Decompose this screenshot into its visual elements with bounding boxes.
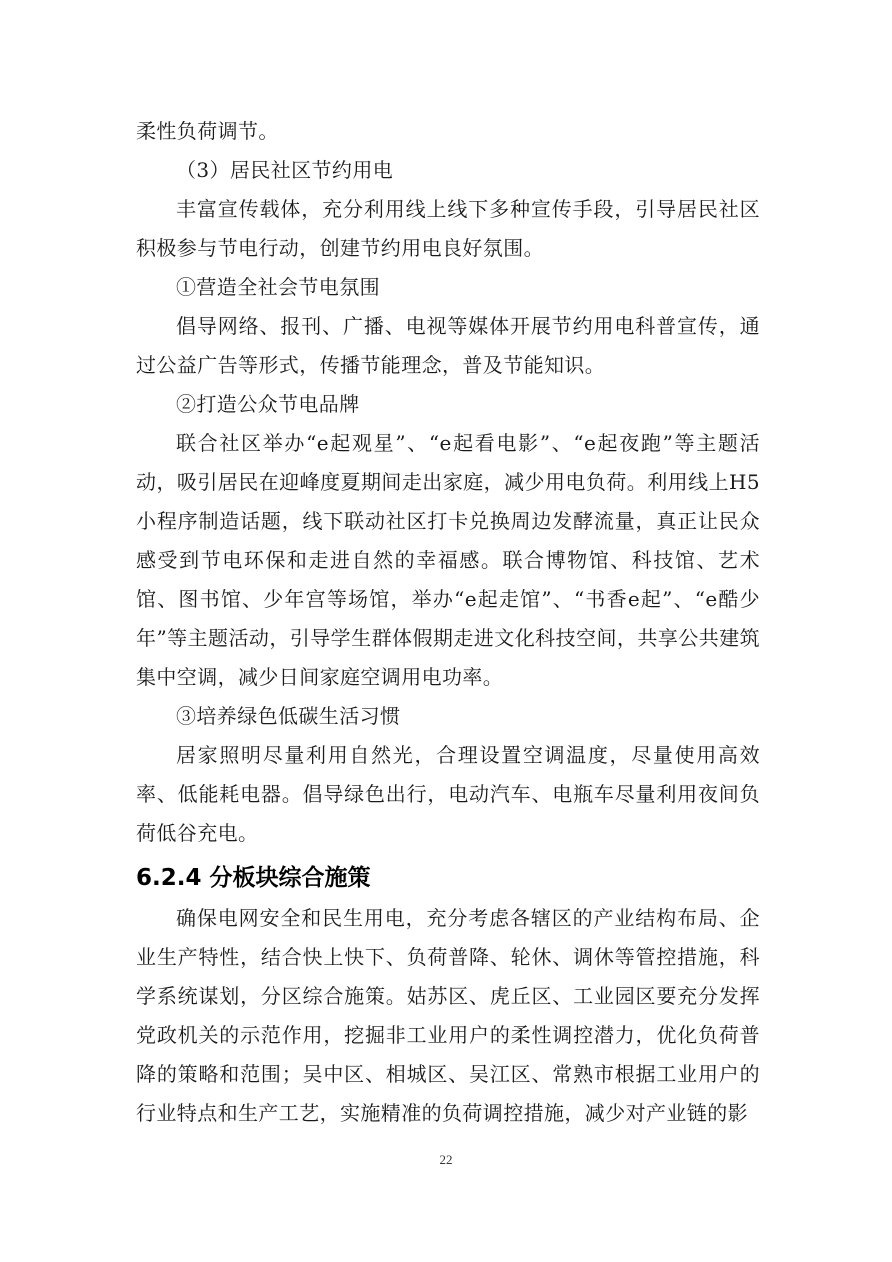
item-title-green-habits: ③培养绿色低碳生活习惯 xyxy=(176,704,401,728)
paragraph-continuation: 柔性负荷调节。 xyxy=(136,119,279,143)
subsection-title-residential: （3）居民社区节约用电 xyxy=(176,158,394,182)
item-title-brand: ②打造公众节电品牌 xyxy=(176,392,360,416)
page-number: 22 xyxy=(439,1152,453,1167)
paragraph-green-living: 居家照明尽量利用自然光，合理设置空调温度，尽量使用高效率、低能耗电器。倡导绿色出行，电动汽车、电瓶车尽量利用夜间负荷低谷充电。 xyxy=(136,743,760,845)
page-content xyxy=(136,112,760,1133)
paragraph-media: 倡导网络、报刊、广播、电视等媒体开展节约用电科普宣传，通过公益广告等形式，传播节能理念，普及节能知识。 xyxy=(136,314,760,377)
paragraph-publicity: 丰富宣传载体，充分利用线上线下多种宣传手段，引导居民社区积极参与节电行动，创建节约用电良好氛围。 xyxy=(136,197,760,260)
section-heading: 6.2.4 分板块综合施策 xyxy=(136,865,371,891)
paragraph-activities: 联合社区举办“e起观星”、“e起看电影”、“e起夜跑”等主题活动，吸引居民在迎峰度夏期间走出家庭，减少用电负荷。利用线上H5小程序制造话题，线下联动社区打卡兑换周边发酵流量，真正让民众感受到节电环保和走进自然的幸福感。联合博物馆、科技馆、艺术馆、图书馆、少年宫等场馆，举办“e起走馆”、“书香e起”、“e酷少年”等主题活动，引导学生群体假期走进文化科技空间，共享公共建筑集中空调，减少日间家庭空调用电功率。 xyxy=(136,431,760,689)
item-title-atmosphere: ①营造全社会节电氛围 xyxy=(176,275,380,299)
paragraph-section-body: 确保电网安全和民生用电，充分考虑各辖区的产业结构布局、企业生产特性，结合快上快下、负荷普降、轮休、调休等管控措施，科学系统谋划，分区综合施策。姑苏区、虎丘区、工业园区要充分发挥党政机关的示范作用，挖掘非工业用户的柔性调控潜力，优化负荷普降的策略和范围；吴中区、相城区、吴江区、常熟市根据工业用户的行业特点和生产工艺，实施精准的负荷调控措施，减少对产业链的影 xyxy=(136,906,760,1125)
